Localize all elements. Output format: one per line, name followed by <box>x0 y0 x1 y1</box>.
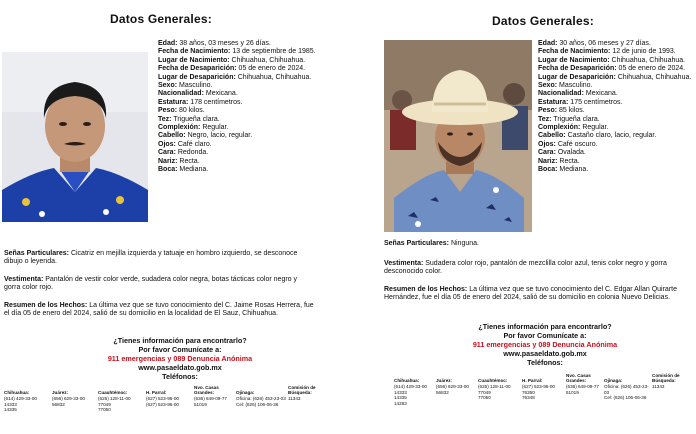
fact-row: Ojos: Café oscuro. <box>538 140 598 148</box>
left-facts-list <box>158 40 344 175</box>
fact-row: Lugar de Desaparición: Chihuahua, Chihuahua. <box>158 73 312 81</box>
fact-row: Tez: Trigueña clara. <box>158 115 220 123</box>
contact-prompt: Por favor Comunícate a: <box>138 345 222 354</box>
fact-row: Lugar de Nacimiento: Chihuahua, Chihuahua. <box>538 56 686 64</box>
phone-column: Nvo. Casas Grandes: (636) 649-09-77 51019 <box>566 372 599 395</box>
fact-row: Peso: 85 kilos. <box>538 107 585 115</box>
fact-row: Tez: Trigueña clara. <box>538 115 600 123</box>
fact-row: Nacionalidad: Mexicana. <box>158 90 238 98</box>
left-senas: Señas Particulares: Cicatriz en mejilla izquierda y tatuaje en hombro izquierdo, se desconoce dibujo o leyenda. <box>4 250 298 266</box>
fact-row: Cara: Redonda. <box>158 149 209 157</box>
phone-column: Cuauhtémoc: (625) 128-11-00 77049 77050 <box>98 390 131 413</box>
fact-row: Estatura: 175 centímetros. <box>538 98 623 106</box>
fact-row: Fecha de Desaparición: 05 de enero de 2024. <box>158 65 306 73</box>
contact-question: ¿Tienes información para encontrarlo? <box>478 322 612 331</box>
left-vestimenta: Vestimenta: Pantalón de vestir color verde, sudadera color negra, botas tácticas color negro y gorra color rojo. <box>4 276 298 292</box>
fact-row: Lugar de Nacimiento: Chihuahua, Chihuahua. <box>158 56 306 64</box>
fact-row: Cara: Ovalada. <box>538 149 586 157</box>
website-link[interactable]: www.pasaeldato.gob.mx <box>138 363 222 372</box>
fact-row: Nariz: Recta. <box>538 157 580 165</box>
phone-column: Juárez: (656) 629-33-00 56832 <box>436 378 469 395</box>
fact-row: Edad: 30 años, 06 meses y 27 días. <box>538 40 651 47</box>
phone-column: Nvo. Casas Grandes: (636) 649-09-77 51019 <box>194 384 227 407</box>
fact-row: Fecha de Desaparición: 05 de enero de 2024. <box>538 65 686 73</box>
fact-row: Complexión: Regular. <box>158 124 229 132</box>
fact-row: Nacionalidad: Mexicana. <box>538 90 618 98</box>
phone-column: Cuauhtémoc: (625) 128-11-00 77049 77050 <box>478 378 511 401</box>
right-title: Datos Generales: <box>492 14 594 28</box>
website-link[interactable]: www.pasaeldato.gob.mx <box>503 349 587 358</box>
left-photo <box>2 52 148 222</box>
fact-row: Sexo: Masculino. <box>158 82 213 90</box>
phones-title: Teléfonos: <box>527 358 563 367</box>
fact-row: Lugar de Desaparición: Chihuahua, Chihuahua. <box>538 73 692 81</box>
fact-row: Boca: Mediana. <box>538 166 589 174</box>
phone-column: Comisión de Búsqueda: 11343 <box>288 384 316 401</box>
left-portrait-illustration <box>2 52 148 222</box>
right-photo <box>384 40 532 232</box>
right-senas: Señas Particulares: Ninguna. <box>384 240 479 247</box>
contact-prompt: Por favor Comunícate a: <box>503 331 587 340</box>
phone-column: Juárez: (656) 629-33-00 56832 <box>52 390 85 407</box>
fact-row: Fecha de Nacimiento: 13 de septiembre de 1985. <box>158 48 316 56</box>
fact-row: Estatura: 178 centímetros. <box>158 98 243 106</box>
fact-row: Peso: 80 kilos. <box>158 107 205 115</box>
phone-column: Ojinaga: Oficina: (626) 453-23-03 Cel: (626) 106-06-36 <box>604 378 649 401</box>
phone-column: Comisión de Búsqueda: 11343 <box>652 372 680 389</box>
fact-row: Sexo: Masculino. <box>538 82 593 90</box>
phone-column: H. Parral: (627) 523-95-00 76350 76348 <box>522 378 555 401</box>
left-resumen: Resumen de los Hechos: La última vez que se tuvo conocimiento del C. Jaime Rosas Herrera, fue el día 05 de enero del 2024, salió de su domicilio en la localidad de El Sauz, Chihuahua. <box>4 302 314 318</box>
right-poster <box>380 0 696 434</box>
right-contact-block <box>410 322 680 367</box>
phone-column: Chihuahua: (614) 429-33-00 14333 14335 <box>4 390 37 413</box>
right-portrait-illustration <box>384 40 532 232</box>
left-title: Datos Generales: <box>110 12 212 26</box>
emergency-line: 911 emergencias y 089 Denuncia Anónima <box>107 354 253 363</box>
fact-row: Fecha de Nacimiento: 12 de junio de 1993. <box>538 48 676 56</box>
fact-row: Edad: 38 años, 03 meses y 26 días. <box>158 40 271 47</box>
phone-column: Chihuahua: (614) 429-33-00 14333 14335 14283 <box>394 378 427 406</box>
right-resumen: Resumen de los Hechos: La última vez que se tuvo conocimiento del C. Edgar Allan Quirarte Hernández, fue el día 05 de enero del 2024, salió de su domicilio en colonia Nuevo Delicias. <box>384 286 677 302</box>
fact-row: Complexión: Regular. <box>538 124 609 132</box>
emergency-line: 911 emergencias y 089 Denuncia Anónima <box>472 340 618 349</box>
phones-title: Teléfonos: <box>162 372 198 381</box>
contact-question: ¿Tienes información para encontrarlo? <box>113 336 247 345</box>
fact-row: Boca: Mediana. <box>158 166 209 174</box>
fact-row: Cabello: Negro, lacio, regular. <box>158 132 253 140</box>
phone-column: Ojinaga: Oficina: (626) 453-23-03 Cel: (626) 106-06-36 <box>236 390 286 407</box>
right-vestimenta: Vestimenta: Sudadera color rojo, pantalón de mezclilla color azul, tenis color negro y gorra desconocido color. <box>384 260 667 276</box>
phone-column: H. Parral: (627) 523-95-00 (627) 523-95-00 <box>146 390 179 407</box>
left-contact-block <box>30 336 330 381</box>
right-facts-list <box>538 40 694 175</box>
fact-row: Ojos: Café claro. <box>158 140 212 148</box>
fact-row: Nariz: Recta. <box>158 157 200 165</box>
fact-row: Cabello: Castaño claro, lacio, regular. <box>538 132 657 140</box>
